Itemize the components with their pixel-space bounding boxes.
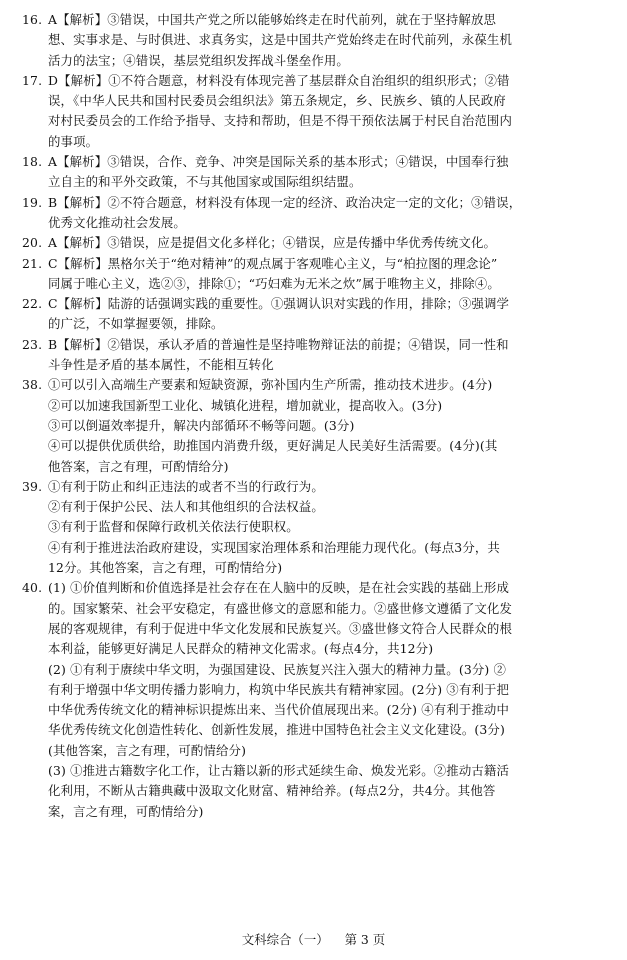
answer-line: 活力的法宝；④错误，基层党组织发挥战斗堡垒作用。 [48, 52, 349, 68]
answer-line: 中华优秀传统文化的精神标识提炼出来、当代价值展现出来。(2分) ④有利于推动中 [48, 702, 510, 718]
answer-item [22, 578, 612, 822]
answer-line: (2) ①有利于赓续中华文明，为强国建设、民族复兴注入强大的精神力量。(3分) ② [48, 661, 507, 677]
answer-line: ④可以提供优质供给，助推国内消费升级，更好满足人民美好生活需要。(4分)(其 [48, 438, 498, 454]
answer-line: C【解析】陆游的话强调实践的重要性。①强调认识对实践的作用，排除；③强调学 [48, 296, 510, 312]
footer-subject: 文科综合（一） [241, 932, 329, 947]
answer-text [48, 578, 612, 822]
answer-text [48, 152, 612, 193]
answer-key [22, 10, 612, 822]
answer-line: 的。国家繁荣、社会平安稳定，有盛世修文的意愿和能力。②盛世修文遵循了文化发 [48, 600, 513, 616]
answer-line: 展的客观规律，有利于促进中华文化发展和民族复兴。③盛世修文符合人民群众的根 [48, 620, 513, 636]
answer-line: 误，《中华人民共和国村民委员会组织法》第五条规定，乡、民族乡、镇的人民政府 [48, 93, 506, 109]
answer-text [48, 335, 612, 376]
answer-line: 的事项。 [48, 133, 99, 149]
answer-line: 华优秀传统文化创造性转化、创新性发展，推进中国特色社会主义文化建设。(3分) [48, 722, 505, 738]
answer-item [22, 294, 612, 335]
answer-text [48, 375, 612, 476]
answer-line: ①可以引入高端生产要素和短缺资源，弥补国内生产所需，推动技术进步。(4分) [48, 377, 493, 393]
question-number: 16. [22, 12, 43, 27]
answer-line: B【解析】②错误，承认矛盾的普遍性是坚持唯物辩证法的前提；④错误，同一性和 [48, 336, 509, 352]
answer-line: ②可以加速我国新型工业化、城镇化进程，增加就业，提高收入。(3分) [48, 397, 443, 413]
answer-item [22, 152, 612, 193]
answer-item [22, 10, 612, 71]
answer-text [48, 10, 612, 71]
question-number: 38. [22, 377, 43, 393]
answer-line: 同属于唯心主义，选②③，排除①；“巧妇难为无米之炊”属于唯物主义，排除④。 [48, 275, 500, 291]
answer-line: 想、实事求是、与时俱进、求真务实，这是中国共产党始终走在时代前列，永葆生机 [48, 32, 513, 48]
answer-line: 立自主的和平外交政策，不与其他国家或国际组织结盟。 [48, 174, 362, 190]
answer-line: 化利用，不断从古籍典藏中汲取文化财富、精神给养。(每点2分，共4分。其他答 [48, 783, 496, 799]
answer-line: 案，言之有理，可酌情给分) [48, 803, 204, 819]
question-number: 21. [22, 255, 43, 271]
answer-text [48, 254, 612, 295]
answer-line: ②有利于保护公民、法人和其他组织的合法权益。 [48, 499, 324, 515]
question-number: 23. [22, 336, 43, 352]
answer-item [22, 71, 612, 152]
question-number: 20. [22, 235, 43, 251]
answer-item [22, 335, 612, 376]
answer-line: ④有利于推进法治政府建设，实现国家治理体系和治理能力现代化。(每点3分，共 [48, 539, 500, 555]
answer-line: 的广泛，不如掌握要领，排除。 [48, 316, 224, 332]
footer-page-number: 第 3 页 [344, 932, 386, 947]
answer-text [48, 477, 612, 578]
answer-line: 对村民委员会的工作给予指导、支持和帮助，但是不得干预依法属于村民自治范围内 [48, 113, 513, 129]
answer-line: (3) ①推进古籍数字化工作，让古籍以新的形式延续生命、焕发光彩。②推动古籍活 [48, 762, 510, 778]
answer-item [22, 477, 612, 578]
question-number: 22. [22, 296, 43, 312]
question-number: 18. [22, 154, 43, 170]
answer-line: 12分。其他答案，言之有理，可酌情给分) [48, 560, 283, 576]
answer-item [22, 193, 612, 234]
answer-line: B【解析】②不符合题意，材料没有体现一定的经济、政治决定一定的文化；③错误， [48, 194, 522, 210]
question-number: 19. [22, 194, 43, 210]
answer-line: ③可以倒逼效率提升，解决内部循环不畅等问题。(3分) [48, 417, 355, 433]
answer-line: 斗争性是矛盾的基本属性，不能相互转化 [48, 357, 274, 373]
answer-line: (其他答案，言之有理，可酌情给分) [48, 742, 247, 758]
question-number: 39. [22, 478, 43, 494]
answer-item [22, 254, 612, 295]
answer-text [48, 193, 612, 234]
answer-line: ③有利于监督和保障行政机关依法行使职权。 [48, 519, 299, 535]
question-number: 17. [22, 72, 43, 88]
answer-line: 他答案，言之有理，可酌情给分) [48, 458, 229, 474]
answer-line: 有利于增强中华文明传播力影响力，构筑中华民族共有精神家园。(2分) ③有利于把 [48, 681, 510, 697]
answer-line: 本利益，能够更好满足人民群众的精神文化需求。(每点4分，共12分) [48, 641, 434, 657]
question-number: 40. [22, 580, 43, 596]
answer-text [48, 294, 612, 335]
answer-line: A【解析】③错误，中国共产党之所以能够始终走在时代前列，就在于坚持解放思 [48, 12, 497, 27]
answer-line: ①有利于防止和纠正违法的或者不当的行政行为。 [48, 478, 324, 494]
answer-line: A【解析】③错误，应是提倡文化多样化；④错误，应是传播中华优秀传统文化。 [48, 235, 497, 251]
answer-line: (1) ①价值判断和价值选择是社会存在在人脑中的反映，是在社会实践的基础上形成 [48, 580, 510, 596]
answer-line: A【解析】③错误，合作、竞争、冲突是国际关系的基本形式；④错误，中国奉行独 [48, 154, 509, 170]
answer-text [48, 233, 612, 253]
answer-list [22, 10, 612, 822]
answer-line: 优秀文化推动社会发展。 [48, 214, 186, 230]
answer-item [22, 233, 612, 253]
answer-line: D【解析】①不符合题意，材料没有体现完善了基层群众自治组织的组织形式；②错 [48, 72, 510, 88]
page-footer [0, 930, 627, 948]
answer-item [22, 375, 612, 476]
answer-text [48, 71, 612, 152]
answer-line: C【解析】黑格尔关于“绝对精神”的观点属于客观唯心主义，与“柏拉图的理念论” [48, 255, 498, 271]
